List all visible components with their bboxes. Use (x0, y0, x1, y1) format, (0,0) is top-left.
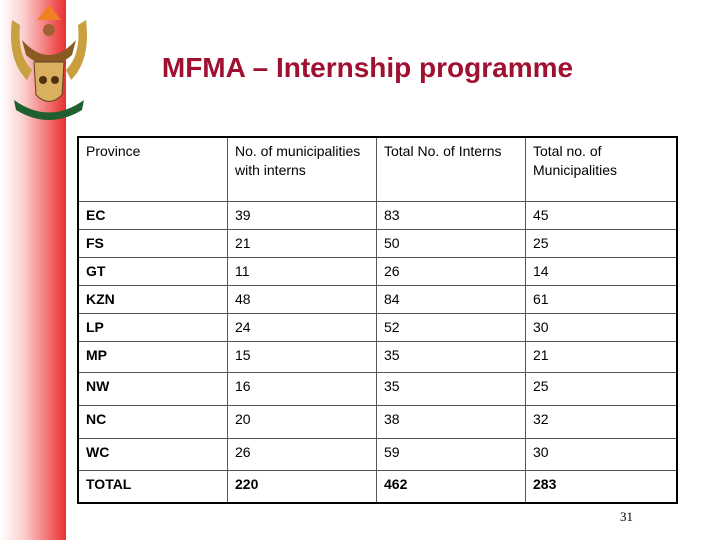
municipalities-with-interns-cell: 15 (228, 341, 377, 372)
table-row (78, 372, 677, 405)
province-cell: MP (78, 341, 228, 372)
table-row (78, 341, 677, 372)
total-municipalities-cell: 25 (526, 372, 678, 405)
table-row (78, 257, 677, 285)
total-interns-cell: 83 (377, 201, 526, 229)
table-total-row (78, 470, 677, 503)
total-municipalities-cell: 21 (526, 341, 678, 372)
total-interns-cell: 52 (377, 313, 526, 341)
total-interns-cell: 84 (377, 285, 526, 313)
municipalities-with-interns-cell: 24 (228, 313, 377, 341)
total-municipalities-cell: 32 (526, 405, 678, 438)
table-row (78, 201, 677, 229)
municipalities-with-interns-cell: 26 (228, 438, 377, 470)
province-cell: NC (78, 405, 228, 438)
internship-table (77, 136, 678, 504)
total-municipalities-cell: 25 (526, 229, 678, 257)
table-row (78, 229, 677, 257)
total-interns-cell: 50 (377, 229, 526, 257)
total-municipalities-cell: 14 (526, 257, 678, 285)
municipalities-with-interns-cell: 11 (228, 257, 377, 285)
province-cell: NW (78, 372, 228, 405)
total-interns-cell: 35 (377, 372, 526, 405)
total-municipalities-cell: 30 (526, 438, 678, 470)
province-cell: WC (78, 438, 228, 470)
municipalities-with-interns-cell: 21 (228, 229, 377, 257)
page-number: 31 (620, 509, 633, 524)
municipalities-with-interns-cell: 48 (228, 285, 377, 313)
table-row (78, 438, 677, 470)
total-interns-cell: 59 (377, 438, 526, 470)
province-cell: LP (78, 313, 228, 341)
province-cell: EC (78, 201, 228, 229)
province-cell: FS (78, 229, 228, 257)
total-municipalities-with-interns: 220 (228, 470, 377, 503)
total-municipalities-cell: 45 (526, 201, 678, 229)
total-label: TOTAL (78, 470, 228, 503)
header-total-interns: Total No. of Interns (377, 137, 526, 201)
total-interns-cell: 26 (377, 257, 526, 285)
header-municipalities-with-interns: No. of municipalities with interns (228, 137, 377, 201)
slide-title: MFMA – Internship programme (161, 52, 574, 83)
table-header-row (78, 137, 677, 201)
table-row (78, 285, 677, 313)
total-interns-cell: 35 (377, 341, 526, 372)
total-municipalities-cell: 61 (526, 285, 678, 313)
municipalities-with-interns-cell: 39 (228, 201, 377, 229)
total-municipalities-cell: 30 (526, 313, 678, 341)
table-row (78, 313, 677, 341)
municipalities-with-interns-cell: 20 (228, 405, 377, 438)
municipalities-with-interns-cell: 16 (228, 372, 377, 405)
total-interns: 462 (377, 470, 526, 503)
header-province: Province (78, 137, 228, 201)
total-municipalities: 283 (526, 470, 678, 503)
province-cell: GT (78, 257, 228, 285)
total-interns-cell: 38 (377, 405, 526, 438)
header-total-municipalities: Total no. of Municipalities (526, 137, 678, 201)
table-row (78, 405, 677, 438)
province-cell: KZN (78, 285, 228, 313)
